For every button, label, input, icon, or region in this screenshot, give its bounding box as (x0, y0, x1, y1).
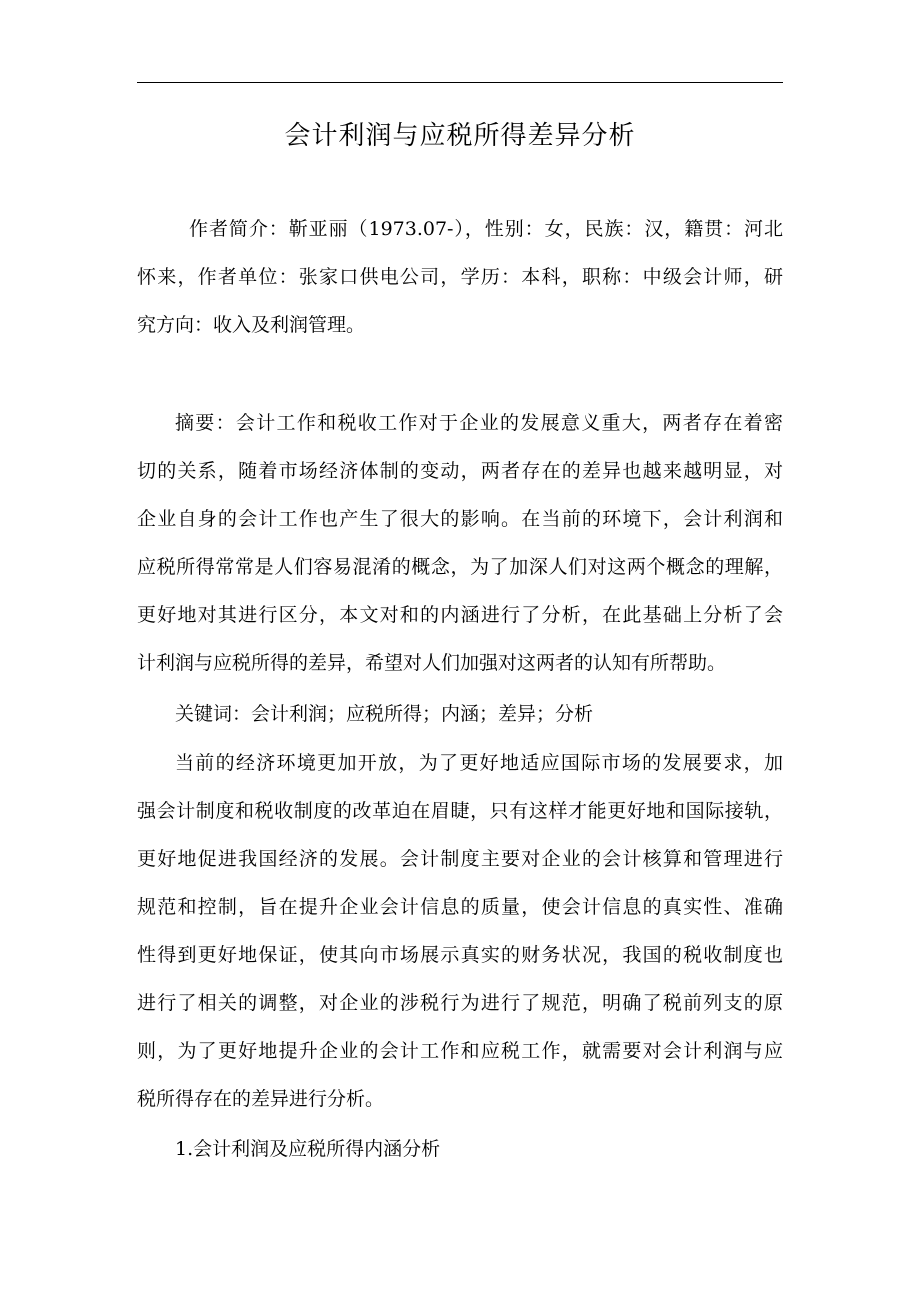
paragraph-line: 更好地促进我国经济的发展。会计制度主要对企业的会计核算和管理进行 (137, 848, 783, 870)
abstract (137, 399, 783, 687)
author-info (137, 205, 783, 349)
paragraph-line: 规范和控制，旨在提升企业会计信息的质量，使会计信息的真实性、准确 (137, 896, 783, 918)
paragraph-line: 性得到更好地保证，使其向市场展示真实的财务状况，我国的税收制度也 (137, 944, 783, 966)
body-paragraph (137, 739, 783, 1123)
author-line: 究方向：收入及利润管理。 (137, 314, 366, 336)
abstract-line: 应税所得常常是人们容易混淆的概念，为了加深人们对这两个概念的理解， (137, 556, 783, 578)
keywords-line: 关键词：会计利润；应税所得；内涵；差异；分析 (175, 703, 594, 725)
paragraph-line: 进行了相关的调整，对企业的涉税行为进行了规范，明确了税前列支的原 (137, 992, 783, 1014)
abstract-line: 更好地对其进行区分，本文对和的内涵进行了分析，在此基础上分析了会 (137, 604, 783, 626)
paragraph-line: 则，为了更好地提升企业的会计工作和应税工作，就需要对会计利润与应 (137, 1040, 783, 1062)
keywords (137, 690, 783, 738)
section-heading-text: 1.会计利润及应税所得内涵分析 (175, 1138, 441, 1160)
abstract-line: 企业自身的会计工作也产生了很大的影响。在当前的环境下，会计利润和 (137, 508, 783, 530)
abstract-line: 切的关系，随着市场经济体制的变动，两者存在的差异也越来越明显，对 (137, 460, 783, 482)
paragraph-line: 税所得存在的差异进行分析。 (137, 1088, 385, 1110)
abstract-line: 摘要：会计工作和税收工作对于企业的发展意义重大，两者存在着密 (175, 412, 783, 434)
author-line: 作者简介：靳亚丽（1973.07-），性别：女，民族：汉，籍贯：河北 (189, 218, 783, 240)
paragraph-line: 当前的经济环境更加开放，为了更好地适应国际市场的发展要求，加 (175, 752, 783, 774)
abstract-line: 计利润与应税所得的差异，希望对人们加强对这两者的认知有所帮助。 (137, 652, 727, 674)
document-title: 会计利润与应税所得差异分析 (284, 121, 636, 151)
paragraph-line: 强会计制度和税收制度的改革迫在眉睫，只有这样才能更好地和国际接轨， (137, 800, 783, 822)
header-rule (137, 82, 783, 83)
author-line: 怀来，作者单位：张家口供电公司，学历：本科，职称：中级会计师，研 (137, 266, 783, 288)
section-heading (137, 1125, 783, 1173)
